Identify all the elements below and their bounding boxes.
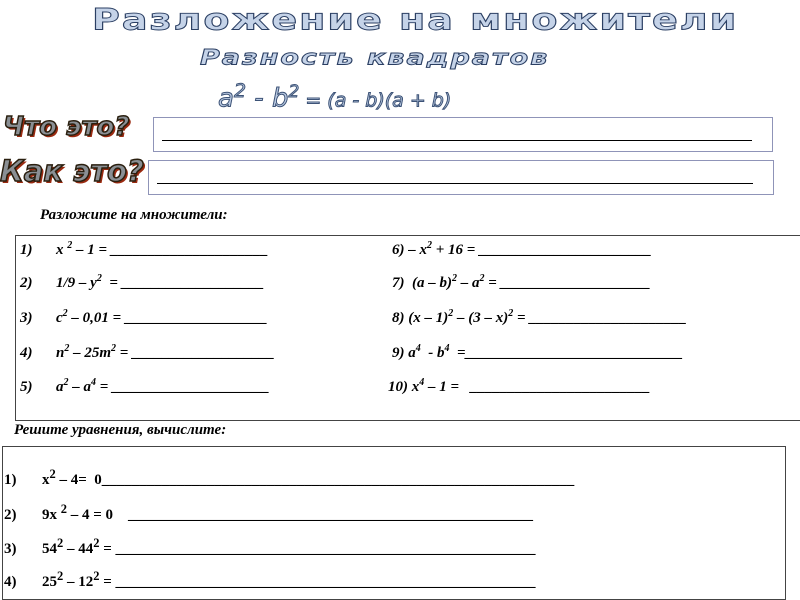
factor-exercise-9[interactable]: 9) $a^4 - b^4$ =_____________________________	[392, 343, 684, 361]
exercise-expression: $n^2 - 25m^2$ = ___________________	[56, 343, 275, 361]
equations-heading: Решите уравнения, вычислите:	[14, 422, 227, 438]
factor-exercise-10[interactable]: 10) $x^4 - 1$ = ________________________	[388, 377, 651, 395]
factor-exercise-5[interactable]	[20, 377, 270, 396]
factor-heading: Разложите на множители:	[40, 207, 228, 223]
exercise-expression: $a^2 - a^4$ = _____________________	[56, 377, 270, 395]
exercise-number: 2)	[20, 275, 33, 291]
factor-exercise-7[interactable]: 7) $(a - b)^2 - a^2$ = ____________________	[392, 273, 651, 291]
factor-exercise-3[interactable]	[20, 308, 267, 327]
exercise-expression: $1/9 - y^2$ = ___________________	[56, 273, 265, 291]
factor-exercise-4[interactable]	[20, 343, 275, 362]
factor-exercise-1[interactable]	[20, 240, 268, 259]
page-title: Разложение на множители	[92, 2, 739, 37]
exercise-number: 3)	[20, 310, 33, 326]
equation-3[interactable]	[4, 536, 536, 558]
what-is-it-label: Что это?	[3, 112, 130, 142]
factor-exercise-8[interactable]: 8) (x – 1)$^2$ – (3 – x)$^2$ = _____________________	[392, 308, 687, 326]
exercise-expression: $c^2 - 0,01$ = ___________________	[56, 308, 268, 326]
answer-line	[162, 140, 752, 141]
equation-number: 2)	[4, 507, 17, 523]
equation-4[interactable]	[4, 569, 536, 591]
how-is-it-label: Как это?	[0, 154, 144, 188]
equation-2[interactable]	[4, 502, 533, 524]
equation-1[interactable]	[4, 467, 574, 489]
equation-expression: $x^2 - 4=$ 0_______________________________________________________________	[42, 467, 575, 488]
answer-line	[157, 183, 753, 184]
formula-a-exponent: 2	[233, 80, 247, 102]
equation-expression: 9x $^2$ – 4 = 0 ______________________________________________________	[42, 502, 534, 523]
exercise-number: 1)	[20, 242, 33, 258]
what-answer-field[interactable]	[153, 117, 773, 152]
formula-a: a	[218, 83, 234, 114]
difference-of-squares-formula	[218, 80, 451, 114]
equation-expression: $54^2 - 44^2$ = ________________________________________________________	[42, 536, 536, 557]
exercise-expression: x $^2$ – 1 = _____________________	[56, 240, 269, 258]
factor-exercise-6[interactable]: $6) - x^2 + 16$ = _______________________	[392, 240, 652, 258]
exercise-number: 4)	[20, 345, 33, 361]
formula-b-exponent: 2	[288, 82, 300, 102]
page-subtitle: Разность квадратов	[200, 46, 550, 71]
equation-number: 3)	[4, 541, 17, 557]
how-answer-field[interactable]	[148, 160, 774, 195]
factor-exercise-2[interactable]	[20, 273, 264, 292]
equation-number: 1)	[4, 472, 17, 488]
equation-number: 4)	[4, 574, 17, 590]
formula-rhs: = (a - b)(a + b)	[299, 89, 452, 112]
exercise-number: 5)	[20, 379, 33, 395]
equation-expression: $25^2 - 12^2$ = ________________________________________________________	[42, 569, 536, 590]
formula-minus-b: - b	[246, 83, 289, 114]
